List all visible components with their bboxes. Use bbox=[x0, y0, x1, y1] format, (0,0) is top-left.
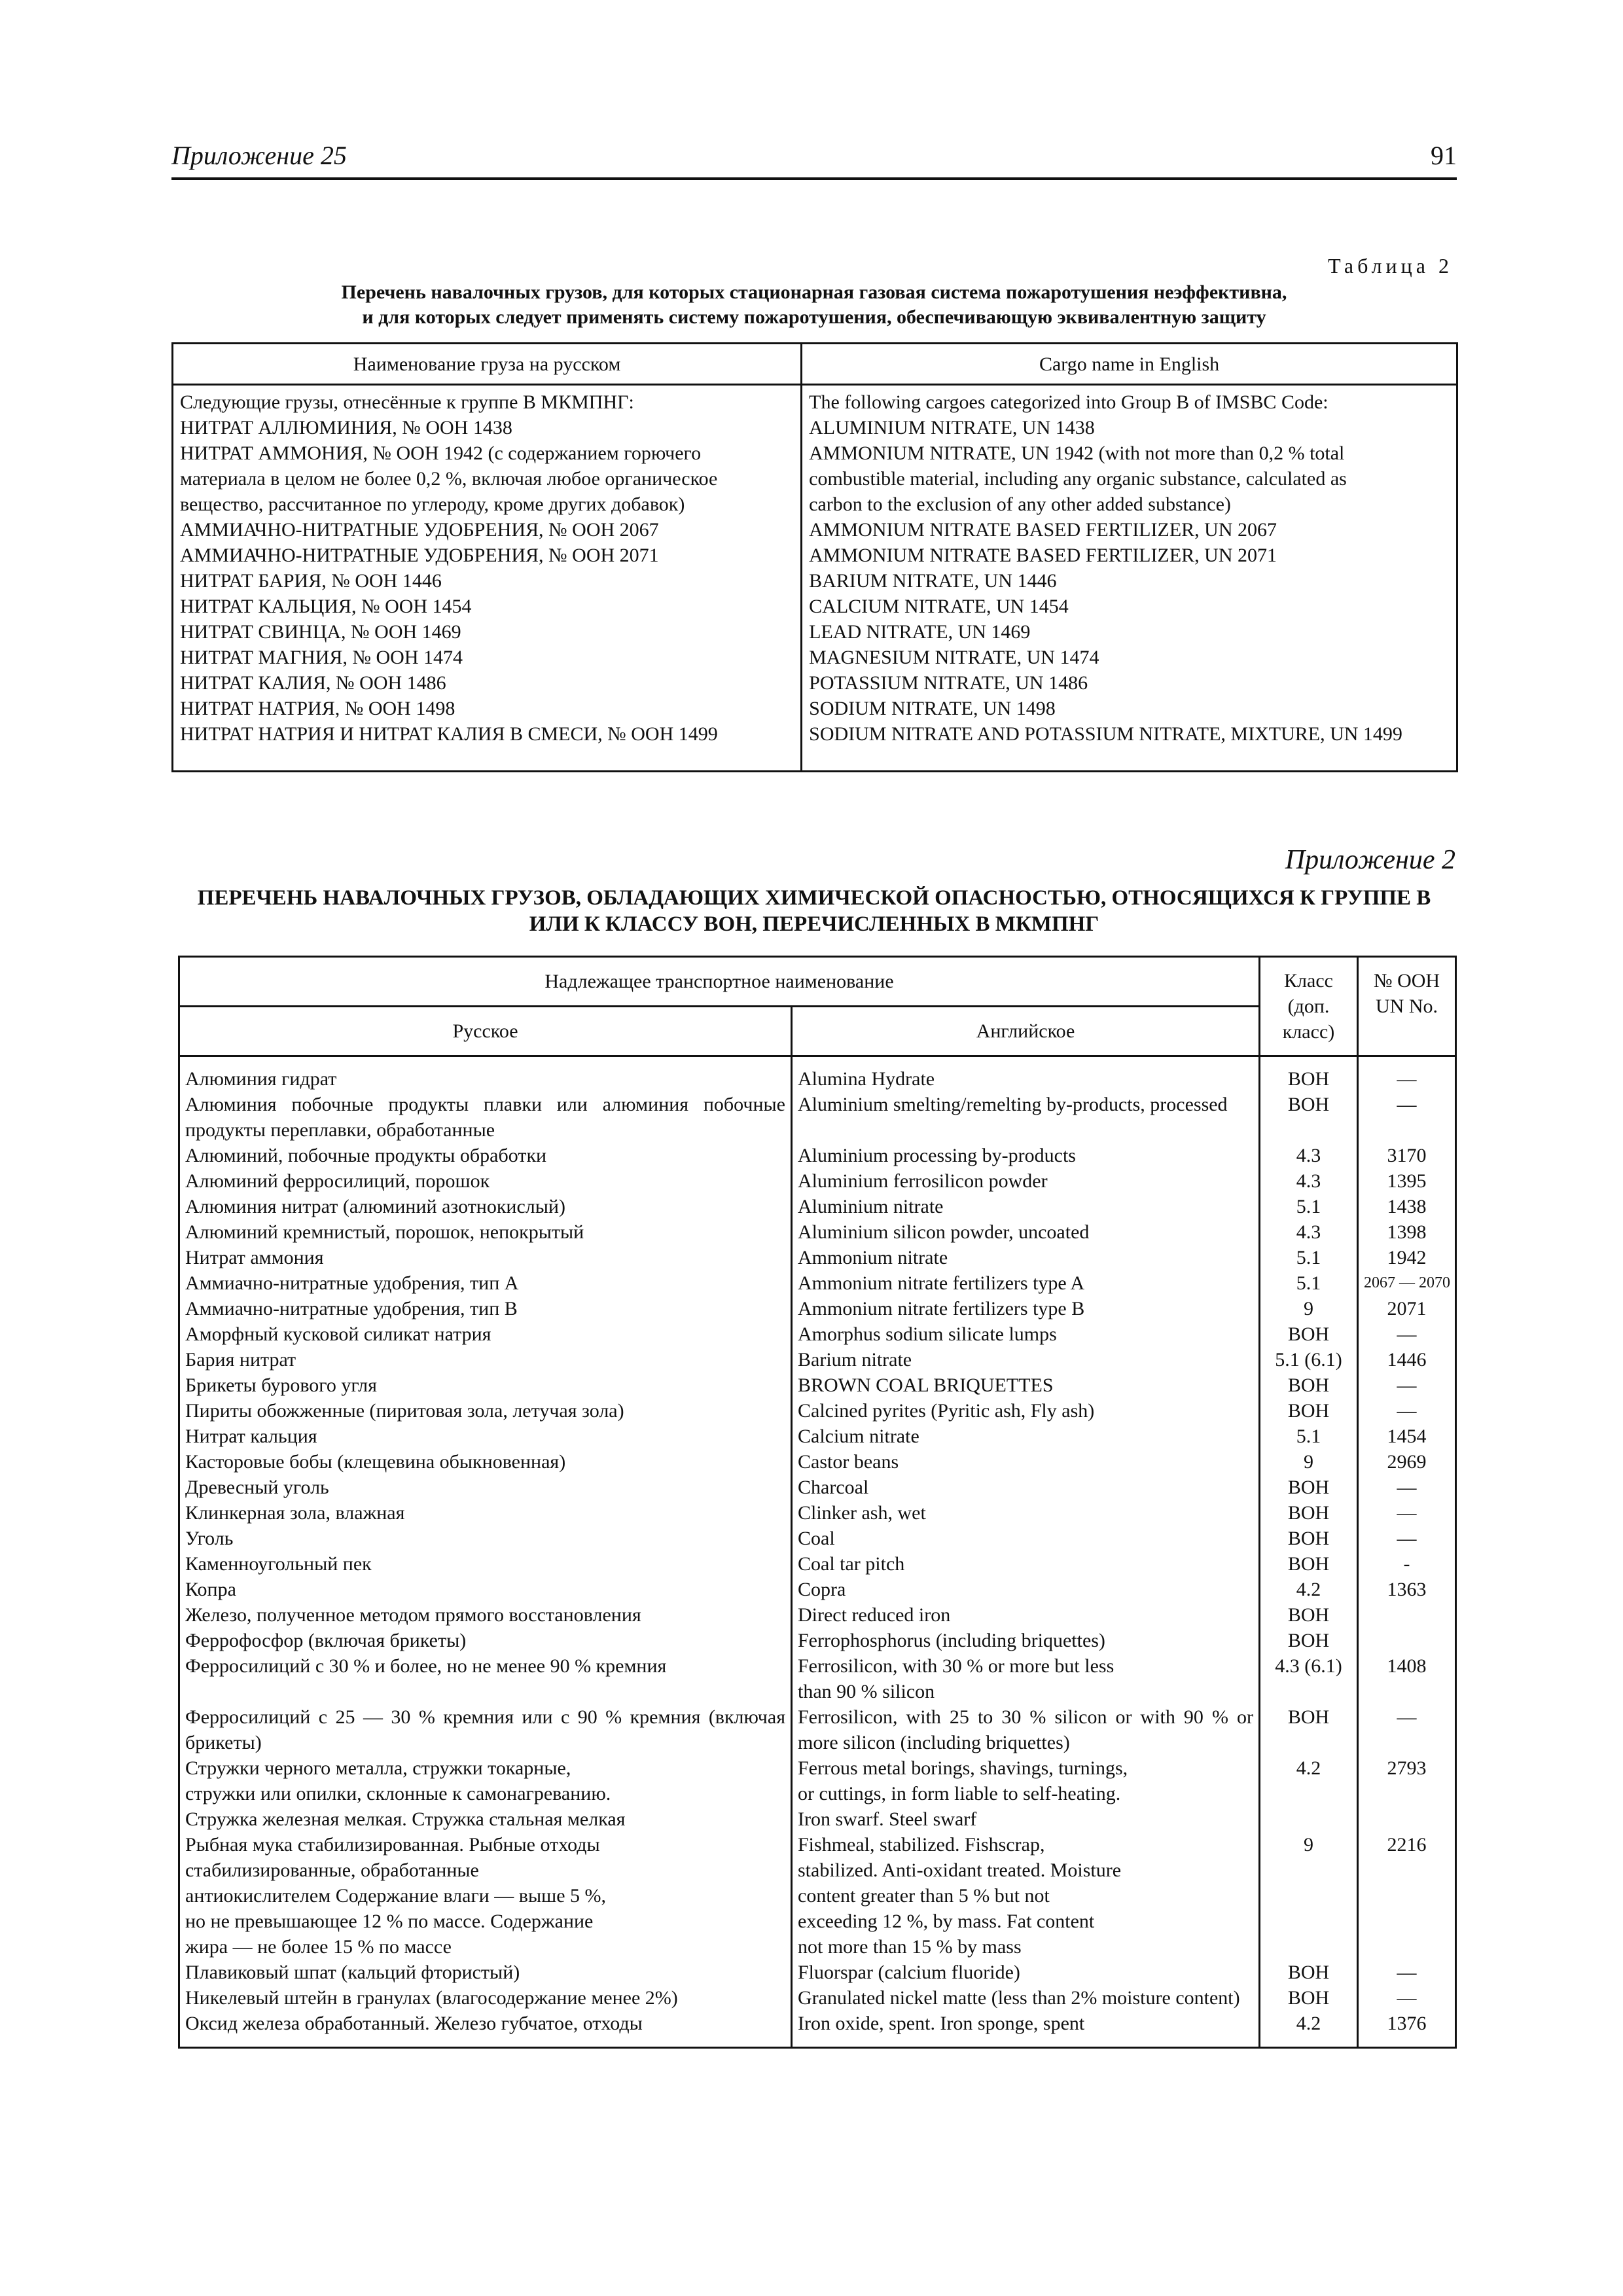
russian-cargo-line: АММИАЧНО-НИТРАТНЫЕ УДОБРЕНИЯ, № ООН 2071 bbox=[180, 545, 659, 566]
english-name-cell: Amorphus sodium silicate lumps bbox=[792, 1321, 1260, 1347]
table-row bbox=[179, 1602, 1456, 1628]
table1-title-line: и для которых следует применять систему пожаротушения, обеспечивающую эквивалентную защиту bbox=[362, 306, 1266, 328]
russian-name-cell: Брикеты бурового угля bbox=[179, 1372, 792, 1398]
class-cell: ВОН bbox=[1260, 1372, 1358, 1398]
english-name-cell: Coal bbox=[792, 1526, 1260, 1551]
cargo-names-table bbox=[171, 342, 1458, 772]
class-cell: ВОН bbox=[1260, 1985, 1358, 2011]
class-cell: ВОН bbox=[1260, 1475, 1358, 1500]
english-cargo-line: carbon to the exclusion of any other added substance) bbox=[809, 493, 1231, 515]
un-number-cell: 2793 bbox=[1358, 1755, 1456, 1806]
table-row bbox=[179, 1755, 1456, 1806]
english-name-cell: Copra bbox=[792, 1577, 1260, 1602]
appendix-title bbox=[171, 885, 1457, 937]
english-cargo-line: SODIUM NITRATE AND POTASSIUM NITRATE, MIXTURE, UN 1499 bbox=[809, 723, 1402, 745]
english-cargo-line: SODIUM NITRATE, UN 1498 bbox=[809, 698, 1056, 719]
russian-name-cell: Стружки черного металла, стружки токарные, стружки или опилки, склонные к самонагреванию. bbox=[179, 1755, 792, 1806]
table-row bbox=[179, 1832, 1456, 1960]
russian-cargo-line: Следующие грузы, отнесённые к группе В МКМПНГ: bbox=[180, 391, 634, 413]
english-name-cell: Coal tar pitch bbox=[792, 1551, 1260, 1577]
un-number-cell: — bbox=[1358, 1475, 1456, 1500]
russian-name-cell: Алюминий ферросилиций, порошок bbox=[179, 1168, 792, 1194]
un-number-cell: 1408 bbox=[1358, 1653, 1456, 1704]
english-cargo-line: combustible material, including any organic substance, calculated as bbox=[809, 468, 1347, 490]
russian-name-cell: Рыбная мука стабилизированная. Рыбные отходы стабилизированные, обработанные антиокислителем Содержание влаги — выше 5 %, но не превышающее 12 % по массе. Содержание жира — не более 15 % по массе bbox=[179, 1832, 792, 1960]
un-number-cell: 2216 bbox=[1358, 1832, 1456, 1960]
english-name-cell: Iron swarf. Steel swarf bbox=[792, 1806, 1260, 1832]
table-row bbox=[179, 2011, 1456, 2048]
un-number-cell: 2071 bbox=[1358, 1296, 1456, 1321]
class-cell: 5.1 bbox=[1260, 1424, 1358, 1449]
table-row bbox=[179, 1985, 1456, 2011]
russian-cargo-line: НИТРАТ НАТРИЯ, № ООН 1498 bbox=[180, 698, 455, 719]
table-number: Таблица 2 bbox=[1328, 254, 1453, 278]
table-row bbox=[179, 1653, 1456, 1704]
table-row bbox=[179, 1092, 1456, 1143]
un-number-cell bbox=[1358, 1602, 1456, 1628]
class-cell: 4.3 bbox=[1260, 1219, 1358, 1245]
un-number-cell: — bbox=[1358, 1704, 1456, 1755]
class-cell: ВОН bbox=[1260, 1092, 1358, 1143]
english-name-cell: Fishmeal, stabilized. Fishscrap, stabilized. Anti-oxidant treated. Moisture content greater than 5 % but not exceeding 12 %, by mass. Fat content not more than 15 % by mass bbox=[792, 1832, 1260, 1960]
hazard-cargo-table bbox=[178, 956, 1457, 2049]
table-row bbox=[179, 1704, 1456, 1755]
english-name-cell: Ammonium nitrate bbox=[792, 1245, 1260, 1270]
class-cell: ВОН bbox=[1260, 1398, 1358, 1424]
class-cell: 9 bbox=[1260, 1449, 1358, 1475]
class-cell: 9 bbox=[1260, 1296, 1358, 1321]
class-cell bbox=[1260, 1806, 1358, 1832]
column-header-russian: Русское bbox=[179, 1007, 792, 1056]
russian-name-cell: Нитрат кальция bbox=[179, 1424, 792, 1449]
english-name-cell: Ammonium nitrate fertilizers type A bbox=[792, 1270, 1260, 1296]
english-name-cell: Aluminium nitrate bbox=[792, 1194, 1260, 1219]
un-number-cell: 2969 bbox=[1358, 1449, 1456, 1475]
table-row bbox=[179, 1321, 1456, 1347]
class-cell: 4.2 bbox=[1260, 2011, 1358, 2048]
russian-name-cell: Железо, полученное методом прямого восстановления bbox=[179, 1602, 792, 1628]
appendix-title-line: ПЕРЕЧЕНЬ НАВАЛОЧНЫХ ГРУЗОВ, ОБЛАДАЮЩИХ ХИМИЧЕСКОЙ ОПАСНОСТЬЮ, ОТНОСЯЩИХСЯ К ГРУППЕ В bbox=[197, 886, 1431, 910]
un-number-cell: — bbox=[1358, 1398, 1456, 1424]
english-cargo-list bbox=[802, 385, 1457, 772]
russian-name-cell: Алюминия гидрат bbox=[179, 1056, 792, 1092]
english-name-cell: Iron oxide, spent. Iron sponge, spent bbox=[792, 2011, 1260, 2048]
english-name-cell: Fluorspar (calcium fluoride) bbox=[792, 1960, 1260, 1985]
un-number-cell: — bbox=[1358, 1056, 1456, 1092]
english-cargo-line: AMMONIUM NITRATE BASED FERTILIZER, UN 2067 bbox=[809, 519, 1277, 541]
table-row bbox=[179, 1372, 1456, 1398]
class-cell: 5.1 (6.1) bbox=[1260, 1347, 1358, 1372]
table-row bbox=[179, 1168, 1456, 1194]
column-header-class: Класс (доп. класс) bbox=[1260, 957, 1358, 1056]
class-cell: 4.2 bbox=[1260, 1577, 1358, 1602]
english-name-cell: Ammonium nitrate fertilizers type B bbox=[792, 1296, 1260, 1321]
english-name-cell: Granulated nickel matte (less than 2% moisture content) bbox=[792, 1985, 1260, 2011]
english-name-cell: Castor beans bbox=[792, 1449, 1260, 1475]
un-number-cell: 3170 bbox=[1358, 1143, 1456, 1168]
table-row bbox=[179, 1424, 1456, 1449]
un-number-cell: — bbox=[1358, 1092, 1456, 1143]
appendix-label: Приложение 2 bbox=[1285, 845, 1455, 875]
russian-name-cell: Ферросилиций с 30 % и более, но не менее 90 % кремния bbox=[179, 1653, 792, 1704]
russian-cargo-line: НИТРАТ СВИНЦА, № ООН 1469 bbox=[180, 621, 461, 643]
table-row bbox=[179, 1245, 1456, 1270]
un-number-cell bbox=[1358, 1628, 1456, 1653]
class-cell: ВОН bbox=[1260, 1628, 1358, 1653]
column-header-english: Английское bbox=[792, 1007, 1260, 1056]
russian-cargo-line: НИТРАТ МАГНИЯ, № ООН 1474 bbox=[180, 647, 463, 668]
table-row bbox=[179, 1449, 1456, 1475]
russian-cargo-line: материала в целом не более 0,2 %, включая любое органическое bbox=[180, 468, 718, 490]
table-row bbox=[179, 1551, 1456, 1577]
un-number-cell: 1398 bbox=[1358, 1219, 1456, 1245]
russian-cargo-line: НИТРАТ НАТРИЯ И НИТРАТ КАЛИЯ В СМЕСИ, № ООН 1499 bbox=[180, 723, 718, 745]
un-number-cell: 1942 bbox=[1358, 1245, 1456, 1270]
english-cargo-line: BARIUM NITRATE, UN 1446 bbox=[809, 570, 1057, 592]
english-name-cell: Aluminium smelting/remelting by-products, processed bbox=[792, 1092, 1260, 1143]
english-cargo-line: AMMONIUM NITRATE BASED FERTILIZER, UN 2071 bbox=[809, 545, 1277, 566]
russian-name-cell: Бария нитрат bbox=[179, 1347, 792, 1372]
russian-name-cell: Никелевый штейн в гранулах (влагосодержание менее 2%) bbox=[179, 1985, 792, 2011]
english-cargo-line: AMMONIUM NITRATE, UN 1942 (with not more than 0,2 % total bbox=[809, 442, 1345, 464]
table-row bbox=[179, 1347, 1456, 1372]
table-row bbox=[179, 1526, 1456, 1551]
english-name-cell: BROWN COAL BRIQUETTES bbox=[792, 1372, 1260, 1398]
russian-cargo-line: НИТРАТ АЛЛЮМИНИЯ, № ООН 1438 bbox=[180, 417, 512, 439]
header-rule bbox=[171, 177, 1457, 180]
page-number: 91 bbox=[1431, 141, 1457, 170]
table-row bbox=[179, 1577, 1456, 1602]
table-row bbox=[179, 1806, 1456, 1832]
column-header-english: Cargo name in English bbox=[802, 344, 1457, 385]
table-row bbox=[179, 1296, 1456, 1321]
english-name-cell: Calcined pyrites (Pyritic ash, Fly ash) bbox=[792, 1398, 1260, 1424]
english-cargo-line: ALUMINIUM NITRATE, UN 1438 bbox=[809, 417, 1095, 439]
russian-name-cell: Клинкерная зола, влажная bbox=[179, 1500, 792, 1526]
class-cell: ВОН bbox=[1260, 1526, 1358, 1551]
russian-name-cell: Копра bbox=[179, 1577, 792, 1602]
un-number-cell: 1438 bbox=[1358, 1194, 1456, 1219]
russian-name-cell: Стружка железная мелкая. Стружка стальная мелкая bbox=[179, 1806, 792, 1832]
russian-cargo-line: НИТРАТ КАЛЬЦИЯ, № ООН 1454 bbox=[180, 596, 472, 617]
english-name-cell: Clinker ash, wet bbox=[792, 1500, 1260, 1526]
un-number-cell: 1446 bbox=[1358, 1347, 1456, 1372]
un-number-cell: 1454 bbox=[1358, 1424, 1456, 1449]
russian-name-cell: Феррофосфор (включая брикеты) bbox=[179, 1628, 792, 1653]
un-number-cell: 1376 bbox=[1358, 2011, 1456, 2048]
un-number-cell: 1395 bbox=[1358, 1168, 1456, 1194]
table-row bbox=[179, 1628, 1456, 1653]
russian-name-cell: Аморфный кусковой силикат натрия bbox=[179, 1321, 792, 1347]
class-cell: ВОН bbox=[1260, 1500, 1358, 1526]
english-cargo-line: CALCIUM NITRATE, UN 1454 bbox=[809, 596, 1069, 617]
class-cell: 4.3 bbox=[1260, 1168, 1358, 1194]
hazard-table-body bbox=[179, 1056, 1456, 2048]
russian-cargo-line: НИТРАТ КАЛИЯ, № ООН 1486 bbox=[180, 672, 446, 694]
table1-title-line: Перечень навалочных грузов, для которых стационарная газовая система пожаротушения неэффективна, bbox=[341, 281, 1287, 303]
un-number-cell: 1363 bbox=[1358, 1577, 1456, 1602]
english-name-cell: Aluminium ferrosilicon powder bbox=[792, 1168, 1260, 1194]
class-cell: 4.3 bbox=[1260, 1143, 1358, 1168]
russian-name-cell: Аммиачно-нитратные удобрения, тип В bbox=[179, 1296, 792, 1321]
table-row bbox=[179, 1960, 1456, 1985]
russian-name-cell: Алюминий, побочные продукты обработки bbox=[179, 1143, 792, 1168]
table-row bbox=[179, 1143, 1456, 1168]
un-number-cell: — bbox=[1358, 1526, 1456, 1551]
english-name-cell: Calcium nitrate bbox=[792, 1424, 1260, 1449]
russian-name-cell: Уголь bbox=[179, 1526, 792, 1551]
english-name-cell: Alumina Hydrate bbox=[792, 1056, 1260, 1092]
russian-name-cell: Пириты обожженные (пиритовая зола, летучая зола) bbox=[179, 1398, 792, 1424]
russian-name-cell: Ферросилиций с 25 — 30 % кремния или с 90 % кремния (включая брикеты) bbox=[179, 1704, 792, 1755]
class-cell: ВОН bbox=[1260, 1960, 1358, 1985]
table-row bbox=[179, 1475, 1456, 1500]
un-number-cell: — bbox=[1358, 1500, 1456, 1526]
english-cargo-line: The following cargoes categorized into Group B of IMSBC Code: bbox=[809, 391, 1329, 413]
table-row bbox=[179, 1500, 1456, 1526]
russian-cargo-line: вещество, рассчитанное по углероду, кроме других добавок) bbox=[180, 493, 685, 515]
english-name-cell: Charcoal bbox=[792, 1475, 1260, 1500]
class-cell: ВОН bbox=[1260, 1551, 1358, 1577]
class-cell: 9 bbox=[1260, 1832, 1358, 1960]
table-row bbox=[179, 1219, 1456, 1245]
un-number-cell: 2067 — 2070 bbox=[1358, 1270, 1456, 1296]
table-row bbox=[179, 1194, 1456, 1219]
class-cell: ВОН bbox=[1260, 1704, 1358, 1755]
un-number-cell bbox=[1358, 1806, 1456, 1832]
english-cargo-line: POTASSIUM NITRATE, UN 1486 bbox=[809, 672, 1088, 694]
russian-cargo-list bbox=[173, 385, 802, 772]
column-header-transport-name: Надлежащее транспортное наименование bbox=[179, 957, 1260, 1007]
english-name-cell: Ferrous metal borings, shavings, turnings, or cuttings, in form liable to self-heating. bbox=[792, 1755, 1260, 1806]
russian-name-cell: Оксид железа обработанный. Железо губчатое, отходы bbox=[179, 2011, 792, 2048]
english-name-cell: Barium nitrate bbox=[792, 1347, 1260, 1372]
table-row bbox=[179, 1270, 1456, 1296]
class-cell: ВОН bbox=[1260, 1602, 1358, 1628]
russian-name-cell: Древесный уголь bbox=[179, 1475, 792, 1500]
english-name-cell: Ferrophosphorus (including briquettes) bbox=[792, 1628, 1260, 1653]
un-number-cell: — bbox=[1358, 1960, 1456, 1985]
class-cell: 5.1 bbox=[1260, 1194, 1358, 1219]
english-name-cell: Ferrosilicon, with 30 % or more but less than 90 % silicon bbox=[792, 1653, 1260, 1704]
class-cell: 5.1 bbox=[1260, 1270, 1358, 1296]
class-cell: ВОН bbox=[1260, 1056, 1358, 1092]
english-name-cell: Direct reduced iron bbox=[792, 1602, 1260, 1628]
class-cell: 4.3 (6.1) bbox=[1260, 1653, 1358, 1704]
russian-name-cell: Алюминий кремнистый, порошок, непокрытый bbox=[179, 1219, 792, 1245]
russian-cargo-line: НИТРАТ АММОНИЯ, № ООН 1942 (с содержанием горючего bbox=[180, 442, 702, 464]
english-name-cell: Aluminium silicon powder, uncoated bbox=[792, 1219, 1260, 1245]
english-cargo-line: LEAD NITRATE, UN 1469 bbox=[809, 621, 1031, 643]
appendix-title-line: ИЛИ К КЛАССУ ВОН, ПЕРЕЧИСЛЕННЫХ В МКМПНГ bbox=[529, 912, 1099, 936]
russian-name-cell: Плавиковый шпат (кальций фтористый) bbox=[179, 1960, 792, 1985]
english-name-cell: Aluminium processing by-products bbox=[792, 1143, 1260, 1168]
table1-title bbox=[171, 280, 1457, 330]
un-number-cell: - bbox=[1358, 1551, 1456, 1577]
table-row bbox=[179, 1398, 1456, 1424]
english-cargo-line: MAGNESIUM NITRATE, UN 1474 bbox=[809, 647, 1099, 668]
class-cell: 5.1 bbox=[1260, 1245, 1358, 1270]
russian-name-cell: Нитрат аммония bbox=[179, 1245, 792, 1270]
english-name-cell: Ferrosilicon, with 25 to 30 % silicon or with 90 % or more silicon (including briquettes) bbox=[792, 1704, 1260, 1755]
russian-name-cell: Алюминия побочные продукты плавки или алюминия побочные продукты переплавки, обработанные bbox=[179, 1092, 792, 1143]
russian-name-cell: Каменноугольный пек bbox=[179, 1551, 792, 1577]
un-number-cell: — bbox=[1358, 1321, 1456, 1347]
column-header-russian: Наименование груза на русском bbox=[173, 344, 802, 385]
un-number-cell: — bbox=[1358, 1985, 1456, 2011]
russian-name-cell: Алюминия нитрат (алюминий азотнокислый) bbox=[179, 1194, 792, 1219]
class-cell: 4.2 bbox=[1260, 1755, 1358, 1806]
russian-name-cell: Аммиачно-нитратные удобрения, тип А bbox=[179, 1270, 792, 1296]
russian-name-cell: Касторовые бобы (клещевина обыкновенная) bbox=[179, 1449, 792, 1475]
page-header-title: Приложение 25 bbox=[171, 141, 347, 170]
column-header-un-number: № ООН UN No. bbox=[1358, 957, 1456, 1056]
class-cell: ВОН bbox=[1260, 1321, 1358, 1347]
un-number-cell: — bbox=[1358, 1372, 1456, 1398]
russian-cargo-line: АММИАЧНО-НИТРАТНЫЕ УДОБРЕНИЯ, № ООН 2067 bbox=[180, 519, 659, 541]
table-row bbox=[179, 1056, 1456, 1092]
russian-cargo-line: НИТРАТ БАРИЯ, № ООН 1446 bbox=[180, 570, 442, 592]
